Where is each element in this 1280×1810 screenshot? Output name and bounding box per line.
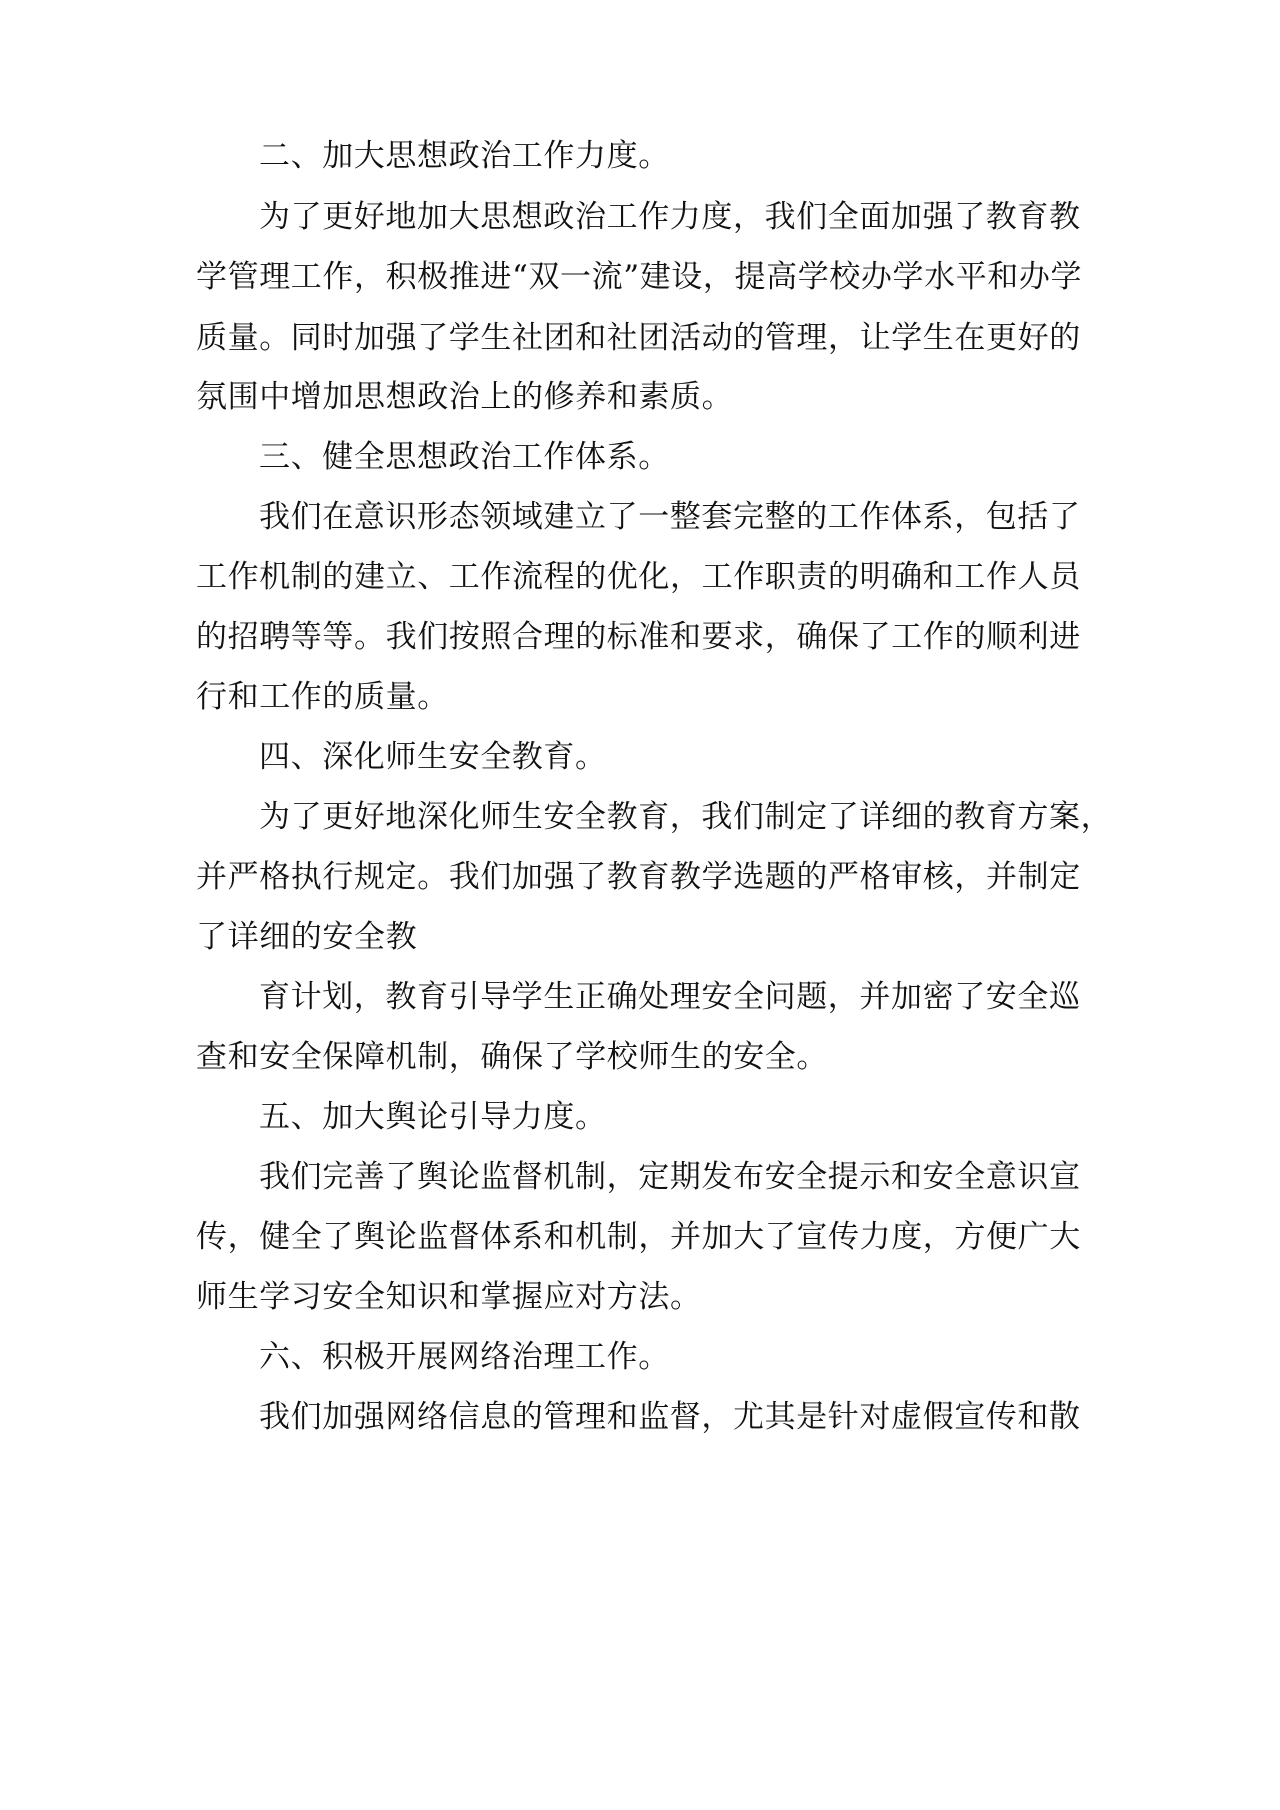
paragraph-line: 并严格执行规定。我们加强了教育教学选题的严格审核，并制定 <box>196 859 1081 895</box>
paragraph-line: 为了更好地加大思想政治工作力度，我们全面加强了教育教 <box>259 199 1081 235</box>
paragraph-line: 传，健全了舆论监督体系和机制，并加大了宣传力度，方便广大 <box>196 1219 1081 1255</box>
paragraph-line: 质量。同时加强了学生社团和社团活动的管理，让学生在更好的 <box>196 320 1081 356</box>
paragraph-line: 我们完善了舆论监督机制，定期发布安全提示和安全意识宣 <box>259 1159 1081 1195</box>
paragraph-line: 查和安全保障机制，确保了学校师生的安全。 <box>196 1039 828 1075</box>
paragraph-line: 的招聘等等。我们按照合理的标准和要求，确保了工作的顺利进 <box>196 619 1081 655</box>
paragraph-line: 行和工作的质量。 <box>196 679 449 715</box>
paragraph-line: 我们加强网络信息的管理和监督，尤其是针对虚假宣传和散 <box>259 1399 1081 1435</box>
paragraph-line: 工作机制的建立、工作流程的优化，工作职责的明确和工作人员 <box>196 559 1081 595</box>
paragraph-line: 育计划，教育引导学生正确处理安全问题，并加密了安全巡 <box>259 979 1081 1015</box>
paragraph-line: 为了更好地深化师生安全教育，我们制定了详细的教育方案， <box>259 799 1113 835</box>
section-heading-2: 二、加大思想政治工作力度。 <box>259 138 670 174</box>
section-heading-6: 六、积极开展网络治理工作。 <box>259 1339 670 1375</box>
paragraph-line: 我们在意识形态领域建立了一整套完整的工作体系，包括了 <box>259 499 1081 535</box>
section-heading-5: 五、加大舆论引导力度。 <box>259 1099 607 1135</box>
paragraph-line: 师生学习安全知识和掌握应对方法。 <box>196 1279 702 1315</box>
paragraph-line: 了详细的安全教 <box>196 919 418 955</box>
section-heading-4: 四、深化师生安全教育。 <box>259 739 607 775</box>
paragraph-line: 氛围中增加思想政治上的修养和素质。 <box>196 379 734 415</box>
paragraph-line: 学管理工作，积极推进“双一流”建设，提高学校办学水平和办学 <box>196 259 1083 295</box>
section-heading-3: 三、健全思想政治工作体系。 <box>259 439 670 475</box>
